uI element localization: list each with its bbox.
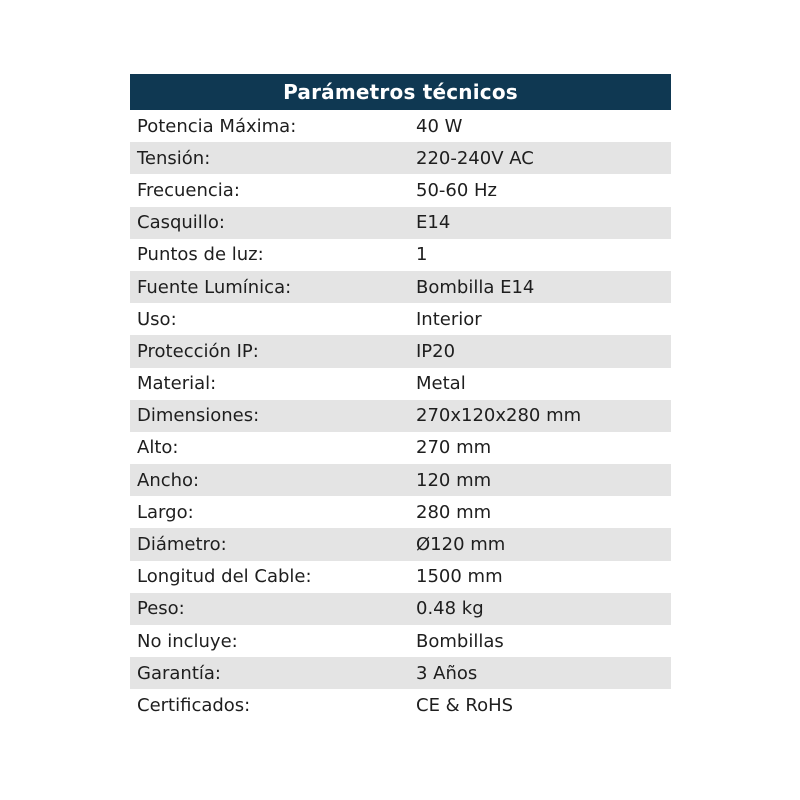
spec-label: Longitud del Cable: (137, 566, 312, 588)
spec-value: 270 mm (416, 437, 492, 459)
spec-row (130, 239, 671, 271)
spec-value: 1500 mm (416, 566, 503, 588)
spec-label: Puntos de luz: (137, 244, 264, 266)
spec-value: 270x120x280 mm (416, 405, 582, 427)
spec-value: 0.48 kg (416, 598, 484, 620)
spec-label: Ancho: (137, 469, 200, 491)
spec-row (130, 496, 671, 528)
spec-row (130, 142, 671, 174)
spec-row (130, 657, 671, 689)
spec-value: Interior (416, 308, 482, 330)
spec-value: 280 mm (416, 501, 492, 523)
spec-table (130, 74, 671, 722)
spec-value: 50-60 Hz (416, 179, 498, 201)
spec-label: Casquillo: (137, 212, 225, 234)
spec-label: Largo: (137, 501, 194, 523)
spec-table-body (130, 110, 671, 722)
spec-value: IP20 (416, 340, 456, 362)
spec-row (130, 528, 671, 560)
spec-row (130, 432, 671, 464)
spec-label: Protección IP: (137, 340, 259, 362)
spec-row (130, 593, 671, 625)
spec-value: Ø120 mm (416, 534, 506, 556)
spec-label: Frecuencia: (137, 179, 240, 201)
spec-value: 220-240V AC (416, 147, 534, 169)
spec-label: Dimensiones: (137, 405, 260, 427)
spec-label: Fuente Lumínica: (137, 276, 292, 298)
spec-label: Peso: (137, 598, 185, 620)
spec-row (130, 174, 671, 206)
spec-value: 1 (416, 244, 428, 266)
spec-label: Uso: (137, 308, 177, 330)
spec-label: Diámetro: (137, 534, 227, 556)
spec-row (130, 207, 671, 239)
spec-row (130, 464, 671, 496)
spec-row (130, 625, 671, 657)
spec-row (130, 689, 671, 721)
spec-row (130, 110, 671, 142)
spec-value: 3 Años (416, 662, 478, 684)
spec-label: Alto: (137, 437, 179, 459)
spec-value: CE & RoHS (416, 694, 514, 716)
spec-row (130, 368, 671, 400)
spec-value: Metal (416, 373, 466, 395)
spec-label: Potencia Máxima: (137, 115, 297, 137)
spec-row (130, 271, 671, 303)
spec-value: 40 W (416, 115, 463, 137)
spec-table-title: Parámetros técnicos (130, 74, 671, 110)
spec-row (130, 400, 671, 432)
spec-value: Bombilla E14 (416, 276, 535, 298)
spec-label: No incluye: (137, 630, 238, 652)
spec-label: Tensión: (137, 147, 211, 169)
spec-row (130, 303, 671, 335)
spec-value: 120 mm (416, 469, 492, 491)
spec-label: Material: (137, 373, 217, 395)
spec-value: E14 (416, 212, 451, 234)
spec-value: Bombillas (416, 630, 504, 652)
spec-label: Garantía: (137, 662, 221, 684)
spec-label: Certificados: (137, 694, 251, 716)
spec-row (130, 561, 671, 593)
spec-row (130, 335, 671, 367)
